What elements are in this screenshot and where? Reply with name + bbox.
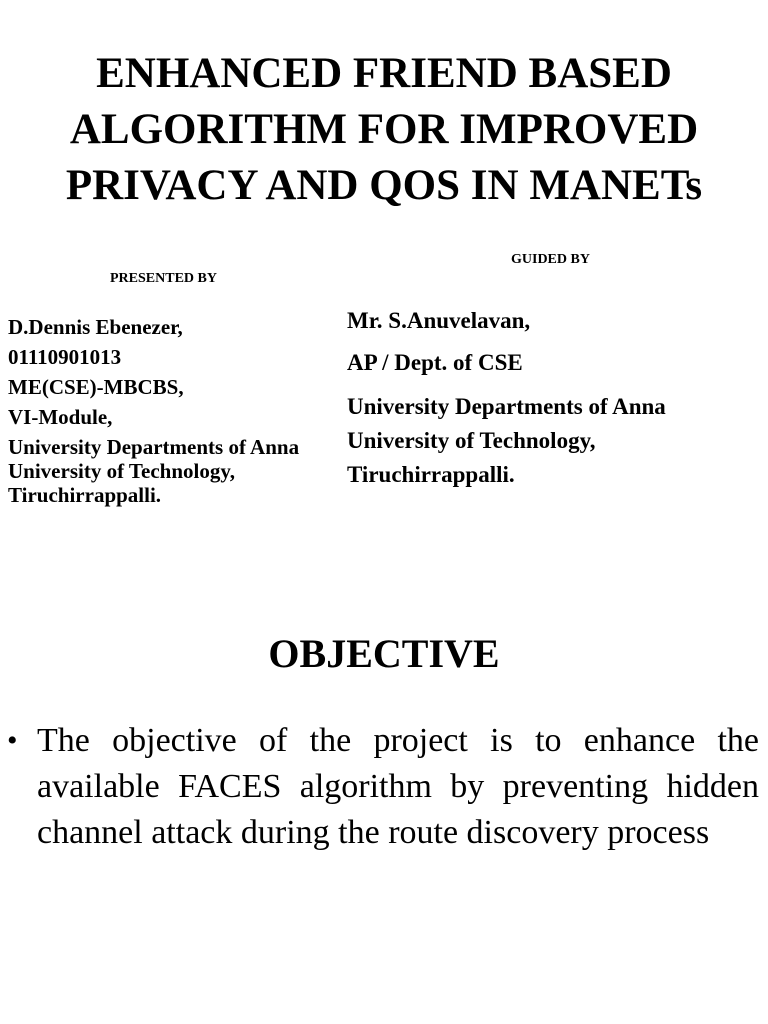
objective-bullet-text: The objective of the project is to enhance the available FACES algorithm by preventing hidden channel attack during the route discovery process xyxy=(37,722,759,851)
presenter-institution: University Departments of Anna University of Technology, Tiruchirrappalli. xyxy=(8,435,300,507)
objective-heading: OBJECTIVE xyxy=(268,631,500,676)
guide-designation: AP / Dept. of CSE xyxy=(347,350,523,375)
guided-by-label: GUIDED BY xyxy=(511,252,590,267)
guide-institution-line: Tiruchirrappalli. xyxy=(347,462,515,487)
guide-institution-line: University of Technology, xyxy=(347,428,596,453)
title-line: ENHANCED FRIEND BASED xyxy=(96,50,672,97)
guide-institution-line: University Departments of Anna xyxy=(347,394,666,419)
objective-slide xyxy=(0,512,768,1024)
presenter-module: VI-Module, xyxy=(8,405,113,429)
presenter-name: D.Dennis Ebenezer, xyxy=(8,315,183,339)
title-line: PRIVACY AND QOS IN MANETs xyxy=(65,162,703,209)
presenter-roll-number: 01110901013 xyxy=(8,345,122,369)
guide-details xyxy=(347,306,767,492)
objective-bullet-list xyxy=(0,718,768,856)
guide-name: Mr. S.Anuvelavan, xyxy=(347,308,531,333)
presentation-title xyxy=(0,46,768,214)
presented-by-label: PRESENTED BY xyxy=(110,271,217,286)
title-line: ALGORITHM FOR IMPROVED xyxy=(69,106,699,153)
bullet-dot-icon: • xyxy=(7,724,18,757)
presenter-program: ME(CSE)-MBCBS, xyxy=(8,375,184,399)
presenter-details xyxy=(8,312,348,507)
objective-bullet xyxy=(7,718,759,856)
